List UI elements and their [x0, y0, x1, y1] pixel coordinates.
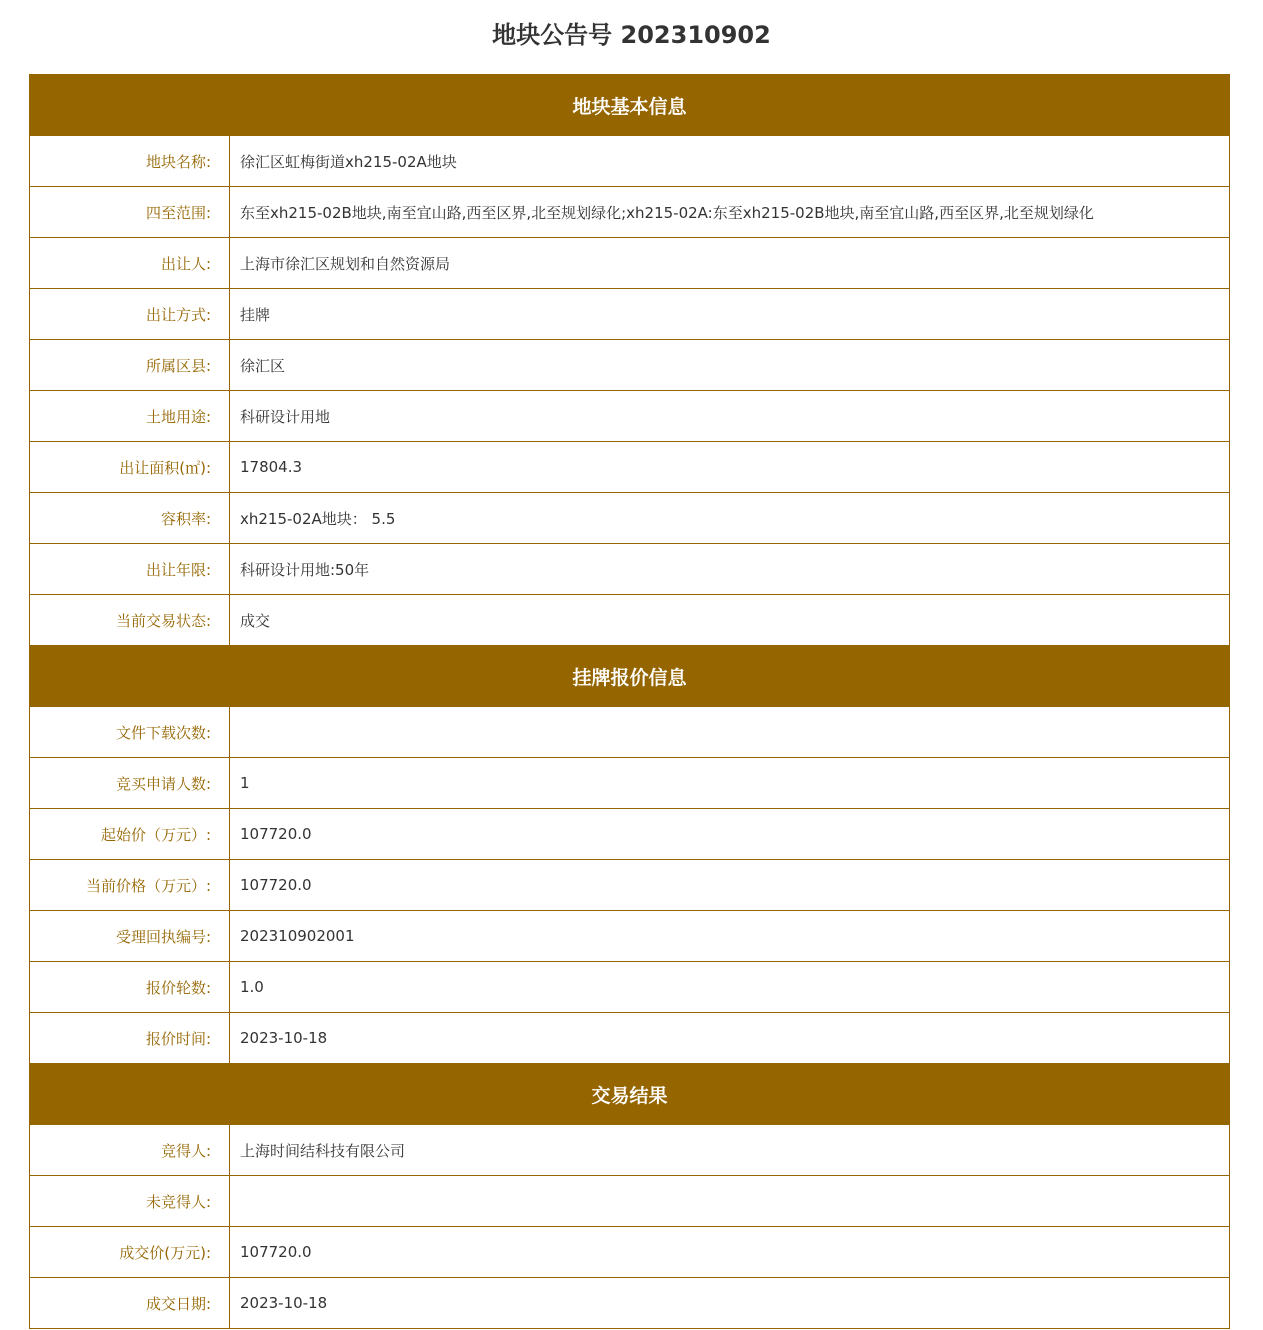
row-label-download-count: 文件下载次数:	[30, 707, 230, 758]
row-label-plot-name: 地块名称:	[30, 136, 230, 187]
row-label-non-winner: 未竞得人:	[30, 1176, 230, 1227]
table-row	[30, 442, 1230, 493]
section-header-transaction-result	[30, 1064, 1230, 1125]
table-row	[30, 595, 1230, 646]
row-value-bid-time: 2023-10-18	[230, 1013, 1230, 1064]
row-value-status: 成交	[230, 595, 1230, 646]
row-label-starting-price: 起始价（万元）:	[30, 809, 230, 860]
table-row	[30, 1278, 1230, 1329]
table-row	[30, 238, 1230, 289]
section-title: 挂牌报价信息	[30, 646, 1230, 707]
section-title: 交易结果	[30, 1064, 1230, 1125]
land-info-table	[29, 74, 1230, 1329]
row-label-deal-date: 成交日期:	[30, 1278, 230, 1329]
table-row	[30, 758, 1230, 809]
row-value-district: 徐汇区	[230, 340, 1230, 391]
section-header-bidding-info	[30, 646, 1230, 707]
row-label-boundaries: 四至范围:	[30, 187, 230, 238]
table-row	[30, 187, 1230, 238]
row-value-plot-name: 徐汇区虹梅街道xh215-02A地块	[230, 136, 1230, 187]
row-label-bid-rounds: 报价轮数:	[30, 962, 230, 1013]
table-row	[30, 136, 1230, 187]
row-value-receipt-number: 202310902001	[230, 911, 1230, 962]
row-label-bid-time: 报价时间:	[30, 1013, 230, 1064]
table-row	[30, 1125, 1230, 1176]
row-value-bid-rounds: 1.0	[230, 962, 1230, 1013]
row-label-area: 出让面积(㎡):	[30, 442, 230, 493]
table-row	[30, 544, 1230, 595]
table-row	[30, 860, 1230, 911]
row-value-deal-price: 107720.0	[230, 1227, 1230, 1278]
table-row	[30, 340, 1230, 391]
row-label-current-price: 当前价格（万元）:	[30, 860, 230, 911]
table-row	[30, 493, 1230, 544]
table-row	[30, 391, 1230, 442]
table-row	[30, 911, 1230, 962]
row-label-grantor: 出让人:	[30, 238, 230, 289]
row-label-term: 出让年限:	[30, 544, 230, 595]
table-row	[30, 1013, 1230, 1064]
table-row	[30, 707, 1230, 758]
row-value-starting-price: 107720.0	[230, 809, 1230, 860]
row-value-boundaries: 东至xh215-02B地块,南至宜山路,西至区界,北至规划绿化;xh215-02A:东至xh215-02B地块,南至宜山路,西至区界,北至规划绿化	[230, 187, 1230, 238]
row-label-receipt-number: 受理回执编号:	[30, 911, 230, 962]
row-value-applicant-count: 1	[230, 758, 1230, 809]
section-title: 地块基本信息	[30, 75, 1230, 136]
table-row	[30, 1176, 1230, 1227]
row-value-current-price: 107720.0	[230, 860, 1230, 911]
row-value-term: 科研设计用地:50年	[230, 544, 1230, 595]
row-value-winner: 上海时间结科技有限公司	[230, 1125, 1230, 1176]
row-value-download-count	[230, 707, 1230, 758]
table-row	[30, 1227, 1230, 1278]
row-value-non-winner	[230, 1176, 1230, 1227]
table-row	[30, 809, 1230, 860]
page-title: 地块公告号 202310902	[492, 21, 771, 49]
section-header-basic-info	[30, 75, 1230, 136]
row-label-winner: 竞得人:	[30, 1125, 230, 1176]
row-label-transfer-method: 出让方式:	[30, 289, 230, 340]
row-value-grantor: 上海市徐汇区规划和自然资源局	[230, 238, 1230, 289]
row-value-area: 17804.3	[230, 442, 1230, 493]
row-label-plot-ratio: 容积率:	[30, 493, 230, 544]
row-label-land-use: 土地用途:	[30, 391, 230, 442]
row-value-land-use: 科研设计用地	[230, 391, 1230, 442]
row-label-applicant-count: 竞买申请人数:	[30, 758, 230, 809]
row-label-deal-price: 成交价(万元):	[30, 1227, 230, 1278]
row-value-plot-ratio: xh215-02A地块： 5.5	[230, 493, 1230, 544]
row-label-status: 当前交易状态:	[30, 595, 230, 646]
row-value-transfer-method: 挂牌	[230, 289, 1230, 340]
row-label-district: 所属区县:	[30, 340, 230, 391]
row-value-deal-date: 2023-10-18	[230, 1278, 1230, 1329]
table-row	[30, 289, 1230, 340]
table-row	[30, 962, 1230, 1013]
